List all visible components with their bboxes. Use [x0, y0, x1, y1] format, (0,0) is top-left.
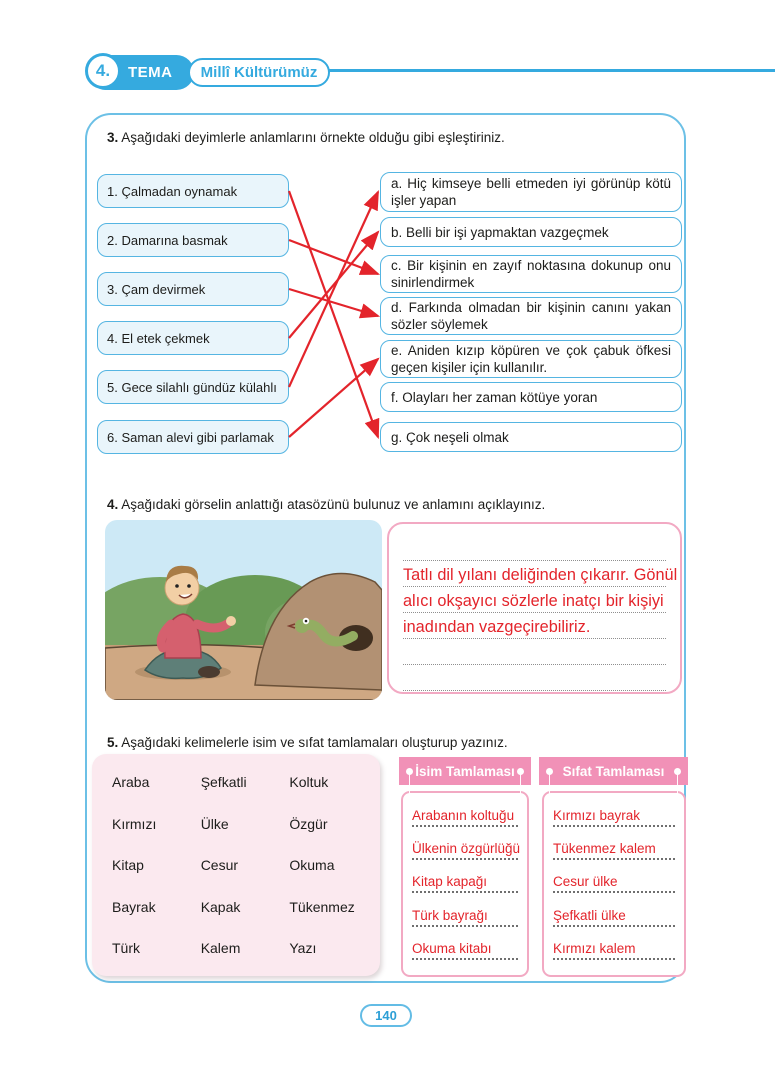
- match-option-d[interactable]: d. Farkında olmadan bir kişinin canını yakan sözler söylemek: [380, 297, 682, 335]
- page-number: 140: [360, 1004, 412, 1027]
- answer-line[interactable]: Cesur ülke: [553, 874, 675, 893]
- proverb-illustration: [105, 520, 382, 700]
- word-item: Kitap: [112, 857, 144, 873]
- word-item: Şefkatli: [200, 774, 247, 790]
- match-item-1[interactable]: 1. Çalmadan oynamak: [97, 174, 289, 208]
- answer-line[interactable]: [403, 665, 666, 691]
- exercise4-number: 4.: [107, 497, 119, 512]
- match-item-2[interactable]: 2. Damarına basmak: [97, 223, 289, 257]
- proverb-answer-box: [387, 522, 682, 694]
- word-item: Kapak: [200, 898, 241, 915]
- word-item: Bayrak: [112, 898, 156, 915]
- answer-line[interactable]: Türk bayrağı: [412, 908, 518, 927]
- word-item: Ülke: [200, 815, 229, 832]
- unit-number: 4.: [95, 61, 111, 80]
- man-arm-right: [197, 624, 227, 628]
- unit-number-badge: [85, 53, 121, 89]
- answer-line[interactable]: Tatlı dil yılanı deliğinden çıkarır. Gönül: [403, 561, 666, 587]
- man-eye: [187, 584, 191, 588]
- illustration-svg: [105, 520, 382, 700]
- answer-line[interactable]: Arabanın koltuğu: [412, 808, 518, 827]
- match-item-3[interactable]: 3. Çam devirmek: [97, 272, 289, 306]
- answer-line[interactable]: Şefkatli ülke: [553, 908, 675, 927]
- man-hand: [226, 616, 236, 626]
- match-item-5[interactable]: 5. Gece silahlı gündüz külahlı: [97, 370, 289, 404]
- match-option-b[interactable]: b. Belli bir işi yapmaktan vazgeçmek: [380, 217, 682, 247]
- word-item: Türk: [112, 940, 140, 956]
- tema-label: TEMA: [128, 64, 173, 81]
- answer-line[interactable]: Ülkenin özgürlüğü: [412, 841, 518, 860]
- isim-tamlamasi-box: [401, 791, 529, 977]
- exercise3-instruction: 3. Aşağıdaki deyimlerle anlamlarını örnekte olduğu gibi eşleştiriniz.: [107, 130, 505, 145]
- match-item-6[interactable]: 6. Saman alevi gibi parlamak: [97, 420, 289, 454]
- exercise3-number: 3.: [107, 130, 119, 145]
- pin-icon: [546, 768, 553, 775]
- pin-icon: [674, 768, 681, 775]
- match-option-e[interactable]: e. Aniden kızıp köpüren ve çok çabuk öfkesi geçen kişiler için kullanılır.: [380, 340, 682, 378]
- snake-pupil: [305, 620, 308, 623]
- answer-line[interactable]: Kırmızı kalem: [553, 941, 675, 960]
- pin-icon: [517, 768, 524, 775]
- word-item: Araba: [112, 774, 150, 790]
- word-item: Kalem: [200, 940, 241, 956]
- word-bank: [92, 754, 380, 976]
- match-option-c[interactable]: c. Bir kişinin en zayıf noktasına dokunup onu sinirlendirmek: [380, 255, 682, 293]
- word-item: Cesur: [200, 857, 239, 873]
- word-item: Özgür: [289, 815, 328, 832]
- answer-line[interactable]: Kitap kapağı: [412, 874, 518, 893]
- word-item: Okuma: [289, 857, 335, 873]
- man-eye: [175, 584, 179, 588]
- match-option-a[interactable]: a. Hiç kimseye belli etmeden iyi görünüp kötü işler yapan: [380, 172, 682, 212]
- word-item: Koltuk: [289, 774, 329, 790]
- answer-line[interactable]: [403, 535, 666, 561]
- exercise4-instruction: 4. Aşağıdaki görselin anlattığı atasözünü bulunuz ve anlamını açıklayınız.: [107, 497, 546, 512]
- man-shoe: [198, 666, 220, 678]
- answer-line[interactable]: alıcı okşayıcı sözlerle inatçı bir kişiyi: [403, 587, 666, 613]
- worksheet-frame: [85, 113, 686, 983]
- pin-icon: [406, 768, 413, 775]
- answer-line[interactable]: Tükenmez kalem: [553, 841, 675, 860]
- match-option-g[interactable]: g. Çok neşeli olmak: [380, 422, 682, 452]
- unit-title: Millî Kültürümüz: [200, 64, 318, 81]
- sifat-tamlamasi-header: Sıfat Tamlaması: [539, 757, 688, 785]
- match-option-f[interactable]: f. Olayları her zaman kötüye yoran: [380, 382, 682, 412]
- word-item: Kırmızı: [112, 815, 157, 832]
- exercise5-instruction: 5. Aşağıdaki kelimelerle isim ve sıfat tamlamaları oluşturup yazınız.: [107, 735, 508, 750]
- answer-line[interactable]: Okuma kitabı: [412, 941, 518, 960]
- sifat-tamlamasi-box: [542, 791, 686, 977]
- exercise5-number: 5.: [107, 735, 119, 750]
- unit-title-pill: [188, 58, 330, 87]
- answer-line[interactable]: inadından vazgeçirebiliriz.: [403, 613, 666, 639]
- match-item-4[interactable]: 4. El etek çekmek: [97, 321, 289, 355]
- answer-line[interactable]: Kırmızı bayrak: [553, 808, 675, 827]
- answer-line[interactable]: [403, 639, 666, 665]
- word-item: Tükenmez: [289, 898, 355, 915]
- isim-tamlamasi-header: İsim Tamlaması: [399, 757, 531, 785]
- word-item: Yazı: [289, 940, 317, 956]
